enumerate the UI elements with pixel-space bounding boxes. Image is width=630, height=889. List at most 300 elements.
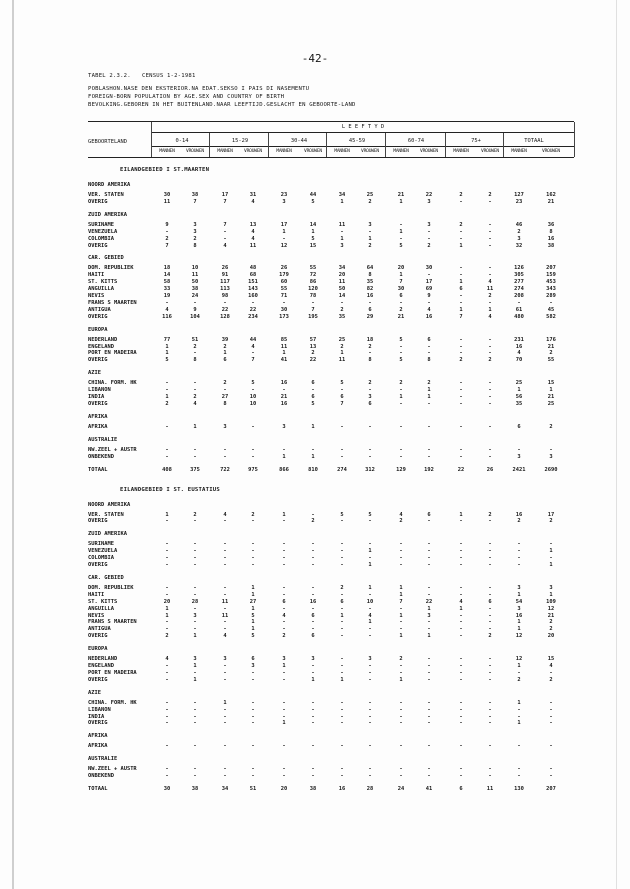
cell-value: - (368, 453, 372, 460)
cell-value: 6 (517, 423, 521, 430)
cell-value: - (223, 720, 227, 727)
country-label: ONBEKEND (88, 773, 114, 780)
cell-value: 13 (249, 221, 257, 228)
cell-value: 11 (191, 272, 199, 279)
cell-value: - (165, 773, 169, 780)
cell-value: - (251, 555, 255, 562)
cell-value: - (459, 773, 463, 780)
cell-value: - (517, 555, 521, 562)
cell-value: 14 (309, 221, 317, 228)
table-row (88, 454, 578, 462)
cell-value: 1 (282, 453, 286, 460)
cell-value: - (251, 720, 255, 727)
age-heading-rule (152, 132, 574, 133)
cell-value: - (223, 228, 227, 235)
cell-value: - (459, 584, 463, 591)
cell-value: 113 (220, 286, 230, 293)
cell-value: 2 (488, 192, 492, 198)
cell-value: 277 (514, 279, 524, 286)
sex-label: VROUWEN (481, 149, 499, 154)
cell-value: 4 (223, 511, 227, 518)
country-label: NW.ZEEL + AUSTR (88, 446, 137, 453)
cell-value: 274 (337, 466, 347, 473)
cell-value: - (282, 548, 286, 555)
cell-value: - (311, 713, 315, 720)
cell-value: - (311, 663, 315, 669)
cell-value: - (488, 423, 492, 430)
cell-value: 27 (249, 598, 257, 605)
cell-value: - (399, 562, 403, 568)
cell-value: - (488, 221, 492, 228)
cell-value: 16 (338, 786, 346, 792)
cell-value: 6 (488, 598, 492, 605)
country-label: NEDERLAND (88, 336, 118, 343)
cell-value: 44 (309, 192, 317, 198)
age-group-label: 45-59 (348, 138, 366, 144)
region-label: NOORD AMERIKA (88, 501, 131, 508)
cell-value: 4 (488, 313, 492, 320)
total-row (88, 467, 578, 475)
cell-value: - (488, 699, 492, 706)
region-label: CAR. GEBIED (88, 574, 124, 581)
cell-value: 15 (547, 656, 555, 663)
cell-value: 16 (515, 343, 523, 350)
cell-value: 26 (280, 265, 288, 272)
cell-value: - (223, 773, 227, 780)
cell-value: 7 (340, 400, 344, 407)
cell-value: 7 (399, 279, 403, 286)
region-heading (88, 733, 578, 741)
cell-value: 27 (221, 394, 229, 400)
cell-value: 2 (399, 656, 403, 663)
cell-value: - (488, 228, 492, 235)
cell-value: - (459, 619, 463, 626)
cell-value: - (223, 713, 227, 720)
cell-value: - (282, 446, 286, 453)
cell-value: 21 (547, 394, 555, 400)
cell-value: 23 (280, 192, 288, 198)
cell-value: - (368, 626, 372, 633)
cell-value: - (223, 235, 227, 242)
cell-value: 4 (368, 612, 372, 619)
cell-value: - (399, 713, 403, 720)
region-label: AFRIKA (88, 733, 108, 740)
cell-value: 1 (427, 605, 431, 612)
cell-value: 176 (546, 336, 556, 343)
cell-value: - (251, 669, 255, 676)
cell-value: 2 (549, 350, 553, 357)
cell-value: 117 (220, 279, 230, 286)
cell-value: - (427, 676, 431, 683)
cell-value: - (251, 446, 255, 453)
cell-value: - (282, 562, 286, 568)
country-label: OVERIG (88, 198, 108, 205)
cell-value: - (165, 518, 169, 525)
age-group-label: TOTAAL (524, 138, 544, 144)
cell-value: 5 (340, 380, 344, 387)
cell-value: 17 (425, 279, 433, 286)
cell-value: - (368, 350, 372, 357)
cell-value: 3 (368, 221, 372, 228)
cell-value: 3 (193, 228, 197, 235)
cell-value: 2690 (544, 466, 558, 473)
cell-value: 38 (547, 242, 555, 249)
cell-value: - (165, 541, 169, 548)
cell-value: 4 (193, 400, 197, 407)
cell-value: - (282, 766, 286, 773)
cell-value: - (223, 626, 227, 633)
cell-value: - (368, 743, 372, 750)
cell-value: - (517, 548, 521, 555)
cell-value: 30 (163, 192, 171, 198)
cell-value: 1 (282, 663, 286, 669)
cell-value: - (427, 669, 431, 676)
cell-value: 7 (311, 306, 315, 313)
cell-value: 3 (282, 656, 286, 663)
cell-value: 2 (427, 380, 431, 387)
section-heading: EILANDGEBIED I ST.MAARTEN (120, 167, 210, 173)
cell-value: - (459, 562, 463, 568)
cell-value: 1 (517, 387, 521, 394)
cell-value: 36 (547, 221, 555, 228)
cell-value: 16 (280, 380, 288, 387)
cell-value: - (282, 591, 286, 598)
cell-value: 5 (251, 633, 255, 640)
cell-value: - (193, 743, 197, 750)
cell-value: - (399, 400, 403, 407)
cell-value: - (549, 773, 553, 780)
cell-value: - (165, 548, 169, 555)
cell-value: - (549, 706, 553, 713)
cell-value: 207 (546, 265, 556, 272)
cell-value: 22 (309, 357, 317, 364)
cell-value: 41 (425, 786, 433, 792)
cell-value: 1 (165, 605, 169, 612)
cell-value: - (368, 228, 372, 235)
cell-value: 20 (547, 633, 555, 640)
cell-value: 8 (368, 357, 372, 364)
cell-value: 4 (459, 598, 463, 605)
cell-value: - (427, 699, 431, 706)
cell-value: - (223, 548, 227, 555)
cell-value: - (549, 446, 553, 453)
cell-value: - (251, 548, 255, 555)
country-label: TOTAAL (88, 466, 108, 473)
cell-value: - (488, 446, 492, 453)
cell-value: - (399, 743, 403, 750)
cell-value: - (340, 633, 344, 640)
cell-value: 6 (368, 306, 372, 313)
cell-value: 30 (425, 265, 433, 272)
cell-value: 3 (517, 605, 521, 612)
region-label: AZIE (88, 370, 101, 377)
cell-value: - (427, 299, 431, 306)
cell-value: - (549, 299, 553, 306)
cell-value: - (193, 584, 197, 591)
cell-value: 2 (549, 423, 553, 430)
cell-value: 6 (223, 357, 227, 364)
cell-value: 11 (221, 598, 229, 605)
cell-value: - (459, 336, 463, 343)
cell-value: 30 (163, 786, 171, 792)
cell-value: - (488, 605, 492, 612)
region-heading (88, 531, 578, 539)
cell-value: - (311, 605, 315, 612)
age-group-label: 15-29 (231, 138, 249, 144)
cell-value: 1 (427, 387, 431, 394)
region-heading (88, 327, 578, 335)
cell-value: - (459, 265, 463, 272)
cell-value: - (165, 299, 169, 306)
cell-value: 11 (280, 343, 288, 350)
cell-value: - (311, 387, 315, 394)
cell-value: - (459, 453, 463, 460)
cell-value: 10 (249, 400, 257, 407)
cell-value: - (311, 699, 315, 706)
age-group-label: 60-74 (407, 138, 425, 144)
cell-value: 55 (309, 265, 317, 272)
column-divider (385, 133, 386, 157)
cell-value: - (459, 446, 463, 453)
cell-value: - (488, 720, 492, 727)
cell-value: - (488, 380, 492, 387)
country-label: ANTIGUA (88, 626, 111, 633)
cell-value: 3 (193, 656, 197, 663)
cell-value: 2 (223, 343, 227, 350)
cell-value: 35 (338, 313, 346, 320)
cell-value: 1 (251, 584, 255, 591)
cell-value: - (340, 743, 344, 750)
region-heading (88, 370, 578, 378)
country-label: NEVIS (88, 293, 105, 299)
cell-value: 46 (515, 221, 523, 228)
cell-value: 16 (515, 511, 523, 518)
cell-value: - (459, 699, 463, 706)
cell-value: 1 (459, 511, 463, 518)
cell-value: - (223, 766, 227, 773)
cell-value: - (311, 766, 315, 773)
region-label: CAR. GEBIED (88, 255, 124, 262)
cell-value: - (251, 299, 255, 306)
cell-value: - (251, 453, 255, 460)
country-label: HAITI (88, 272, 105, 279)
cell-value: 17 (221, 192, 229, 198)
cell-value: - (340, 605, 344, 612)
cell-value: 11 (221, 612, 229, 619)
table-row (88, 720, 578, 728)
header-bottom-rule (88, 157, 574, 158)
country-label: ANTIGUA (88, 306, 111, 313)
table-row (88, 314, 578, 322)
cell-value: - (459, 612, 463, 619)
cell-value: - (368, 423, 372, 430)
cell-value: 5 (311, 198, 315, 205)
cell-value: - (368, 633, 372, 640)
country-label: FRANS S MAARTEN (88, 299, 137, 306)
cell-value: - (368, 541, 372, 548)
cell-value: 21 (547, 612, 555, 619)
cell-value: - (165, 720, 169, 727)
cell-value: - (251, 699, 255, 706)
cell-value: 6 (340, 598, 344, 605)
country-label: ST. KITTS (88, 598, 118, 605)
cell-value: - (223, 669, 227, 676)
cell-value: 129 (396, 466, 406, 473)
cell-value: - (459, 626, 463, 633)
cell-value: - (368, 663, 372, 669)
cell-value: - (340, 299, 344, 306)
cell-value: - (399, 343, 403, 350)
cell-value: - (311, 626, 315, 633)
cell-value: - (282, 299, 286, 306)
cell-value: 8 (549, 228, 553, 235)
cell-value: - (549, 669, 553, 676)
sex-label: MANNEN (159, 149, 175, 154)
cell-value: 33 (163, 286, 171, 293)
cell-value: - (311, 720, 315, 727)
cell-value: - (427, 343, 431, 350)
cell-value: - (193, 555, 197, 562)
cell-value: - (459, 633, 463, 640)
cell-value: 5 (399, 242, 403, 249)
cell-value: - (488, 626, 492, 633)
cell-value: - (340, 562, 344, 568)
cell-value: 32 (515, 242, 523, 249)
cell-value: 810 (308, 466, 318, 473)
cell-value: 12 (515, 633, 523, 640)
cell-value: 1 (340, 350, 344, 357)
cell-value: 1 (368, 619, 372, 626)
cell-value: 343 (546, 286, 556, 293)
cell-value: 207 (546, 786, 556, 792)
page-number: -42- (301, 52, 329, 65)
cell-value: 22 (221, 306, 229, 313)
cell-value: 4 (282, 612, 286, 619)
cell-value: 6 (251, 656, 255, 663)
table-id: TABEL 2.3.2. (88, 73, 131, 79)
cell-value: 975 (248, 466, 258, 473)
cell-value: 3 (517, 584, 521, 591)
cell-value: - (517, 713, 521, 720)
cell-value: 2 (311, 518, 315, 525)
cell-value: 2 (193, 511, 197, 518)
cell-value: 6 (427, 336, 431, 343)
cell-value: - (368, 713, 372, 720)
cell-value: 1 (517, 619, 521, 626)
cell-value: - (340, 555, 344, 562)
cell-value: 7 (399, 598, 403, 605)
cell-value: - (427, 400, 431, 407)
cell-value: - (399, 706, 403, 713)
cell-value: 78 (309, 293, 317, 299)
country-label: INDIA (88, 713, 105, 720)
cell-value: 60 (280, 279, 288, 286)
cell-value: 1 (165, 343, 169, 350)
cell-value: - (282, 669, 286, 676)
cell-value: 16 (425, 313, 433, 320)
country-label: AFRIKA (88, 743, 108, 750)
cell-value: 109 (546, 598, 556, 605)
cell-value: - (488, 394, 492, 400)
cell-value: 1 (311, 676, 315, 683)
cell-value: 35 (366, 279, 374, 286)
cell-value: - (165, 699, 169, 706)
cell-value: - (427, 591, 431, 598)
cell-value: - (340, 453, 344, 460)
region-label: EUROPA (88, 646, 108, 653)
table-row (88, 243, 578, 251)
country-label: OVERIG (88, 518, 108, 525)
census-date: CENSUS 1-2-1981 (142, 73, 196, 79)
cell-value: - (427, 619, 431, 626)
cell-value: - (399, 555, 403, 562)
cell-value: - (488, 619, 492, 626)
cell-value: - (223, 619, 227, 626)
cell-value: 1 (251, 626, 255, 633)
cell-value: 2 (282, 633, 286, 640)
cell-value: 2 (517, 676, 521, 683)
country-label: ST. KITTS (88, 279, 118, 286)
cell-value: 104 (190, 313, 200, 320)
country-label: DOM. REPUBLIEK (88, 265, 134, 272)
country-label: SURINAME (88, 221, 114, 228)
cell-value: 2 (488, 357, 492, 364)
cell-value: - (399, 669, 403, 676)
cell-value: - (399, 423, 403, 430)
cell-value: 12 (547, 605, 555, 612)
cell-value: - (549, 541, 553, 548)
cell-value: 20 (163, 598, 171, 605)
cell-value: 11 (338, 279, 346, 286)
cell-value: - (488, 676, 492, 683)
cell-value: - (282, 387, 286, 394)
cell-value: - (488, 265, 492, 272)
cell-value: - (311, 541, 315, 548)
cell-value: 14 (163, 272, 171, 279)
cell-value: - (282, 518, 286, 525)
cell-value: - (427, 766, 431, 773)
cell-value: - (340, 541, 344, 548)
cell-value: 7 (459, 313, 463, 320)
cell-value: 151 (248, 279, 258, 286)
cell-value: - (165, 619, 169, 626)
table-row (88, 562, 578, 570)
cell-value: 57 (309, 336, 317, 343)
region-heading (88, 502, 578, 510)
cell-value: - (340, 669, 344, 676)
cell-value: - (340, 619, 344, 626)
cell-value: 21 (397, 192, 405, 198)
cell-value: - (340, 228, 344, 235)
cell-value: - (459, 400, 463, 407)
sex-label: VROUWEN (244, 149, 262, 154)
section-heading: EILANDGEBIED I ST. EUSTATIUS (120, 486, 220, 493)
cell-value: 2 (368, 380, 372, 387)
cell-value: 3 (427, 221, 431, 228)
cell-value: 82 (366, 286, 374, 293)
cell-value: 1 (282, 228, 286, 235)
cell-value: 4 (488, 279, 492, 286)
cell-value: 2 (223, 380, 227, 387)
cell-value: - (459, 706, 463, 713)
region-label: ZUID AMERIKA (88, 531, 127, 538)
cell-value: 3 (517, 453, 521, 460)
cell-value: 29 (366, 313, 374, 320)
table-row (88, 633, 578, 641)
cell-value: - (223, 453, 227, 460)
scan-left-edge (12, 0, 14, 889)
cell-value: 1 (251, 619, 255, 626)
